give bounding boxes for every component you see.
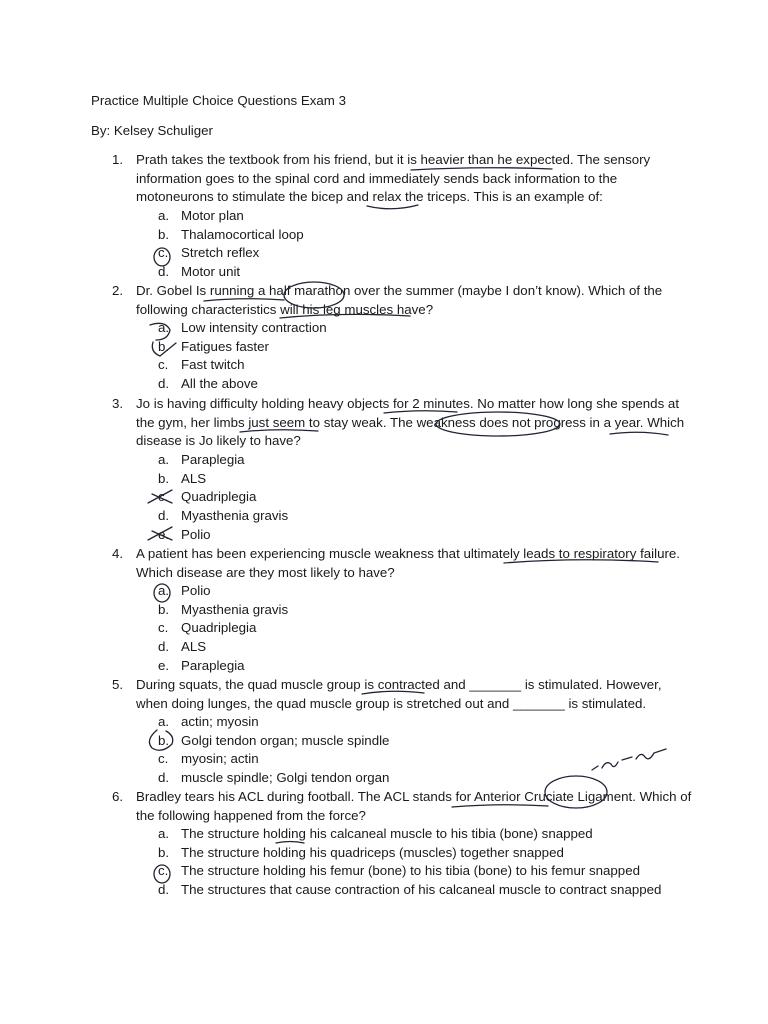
- option-letter: a.: [158, 826, 170, 841]
- question-number: 1.: [112, 152, 124, 167]
- option-letter: c.: [158, 245, 169, 261]
- option-letter: d.: [158, 264, 170, 280]
- option-letter: a.: [158, 583, 170, 598]
- option-text: Myasthenia gravis: [181, 508, 289, 524]
- option-text: myosin; actin: [181, 751, 259, 767]
- document-title: Practice Multiple Choice Questions Exam 3: [91, 93, 346, 108]
- option-text: The structure holding his femur (bone) to his tibia (bone) to his femur snapped: [181, 863, 640, 879]
- question-text: During squats, the quad muscle group is contracted and _______ is stimulated. However, when doing lunges, the quad muscle group is stretched out and _______ is stimulated.: [136, 677, 662, 711]
- option-text: Myasthenia gravis: [181, 601, 289, 617]
- option-letter: a.: [158, 320, 170, 335]
- option-letter: b.: [158, 601, 170, 617]
- option-text: Paraplegia: [181, 657, 245, 673]
- option-letter: b.: [158, 732, 170, 748]
- question-text: A patient has been experiencing muscle weakness that ultimately leads to respiratory failure. Which disease are they most likely to have?: [136, 546, 680, 580]
- option-text: Polio: [181, 526, 211, 542]
- option-text: Low intensity contraction: [181, 320, 327, 335]
- option-letter: b.: [158, 226, 170, 242]
- option-letter: b.: [158, 470, 170, 486]
- option-text: Quadriplegia: [181, 489, 257, 505]
- question-number: 6.: [112, 789, 124, 804]
- option-letter: d.: [158, 508, 170, 524]
- option-letter: c.: [158, 357, 169, 373]
- question-text: Jo is having difficulty holding heavy objects for 2 minutes. No matter how long she spends at the gym, her limbs just seem to stay weak. The weakness does not progress in a year. Which disease is Jo likely to have?: [136, 396, 685, 449]
- question-number: 3.: [112, 396, 124, 411]
- option-text: Fatigues faster: [181, 338, 269, 354]
- option-text: ALS: [181, 639, 207, 655]
- option-letter: c.: [158, 863, 169, 879]
- question-text: Prath takes the textbook from his friend, but it is heavier than he expected. The sensory information goes to the spinal cord and immediately sends back information to the motoneurons to stimulate the bicep and relax the triceps. This is an example of:: [136, 152, 651, 205]
- option-text: Motor plan: [181, 208, 244, 223]
- question-number: 4.: [112, 546, 124, 561]
- question-text: Dr. Gobel Is running a half marathon over the summer (maybe I don’t know). Which of the following characteristics will his leg muscles have?: [136, 283, 663, 317]
- option-letter: a.: [158, 208, 170, 223]
- option-text: The structures that cause contraction of his calcaneal muscle to contract snapped: [181, 882, 662, 898]
- option-text: Fast twitch: [181, 357, 245, 373]
- option-text: All the above: [181, 376, 258, 392]
- option-text: The structure holding his quadriceps (muscles) together snapped: [181, 844, 564, 860]
- option-text: muscle spindle; Golgi tendon organ: [181, 770, 390, 786]
- option-letter: d.: [158, 882, 170, 898]
- option-letter: b.: [158, 338, 170, 354]
- option-letter: e.: [158, 657, 170, 673]
- option-letter: c.: [158, 620, 169, 636]
- option-letter: d.: [158, 639, 170, 655]
- option-text: The structure holding his calcaneal muscle to his tibia (bone) snapped: [181, 826, 593, 841]
- option-letter: e.: [158, 526, 170, 542]
- margin-note-scribble: [592, 749, 666, 770]
- option-text: Motor unit: [181, 264, 241, 280]
- option-text: Paraplegia: [181, 452, 245, 467]
- question-number: 2.: [112, 283, 124, 298]
- option-letter: d.: [158, 770, 170, 786]
- option-text: Quadriplegia: [181, 620, 257, 636]
- question-number: 5.: [112, 677, 124, 692]
- option-letter: d.: [158, 376, 170, 392]
- option-letter: a.: [158, 714, 170, 729]
- document-author: By: Kelsey Schuliger: [91, 123, 213, 138]
- option-letter: a.: [158, 452, 170, 467]
- option-letter: c.: [158, 751, 169, 767]
- option-letter: b.: [158, 844, 170, 860]
- option-text: Thalamocortical loop: [181, 226, 304, 242]
- option-letter: c.: [158, 489, 169, 505]
- option-text: Polio: [181, 583, 211, 598]
- option-text: Stretch reflex: [181, 245, 260, 261]
- question-text: Bradley tears his ACL during football. The ACL stands for Anterior Cruciate Ligament. Which of the following happened from the force?: [136, 789, 692, 823]
- option-text: ALS: [181, 470, 207, 486]
- option-text: actin; myosin: [181, 714, 259, 729]
- option-text: Golgi tendon organ; muscle spindle: [181, 732, 390, 748]
